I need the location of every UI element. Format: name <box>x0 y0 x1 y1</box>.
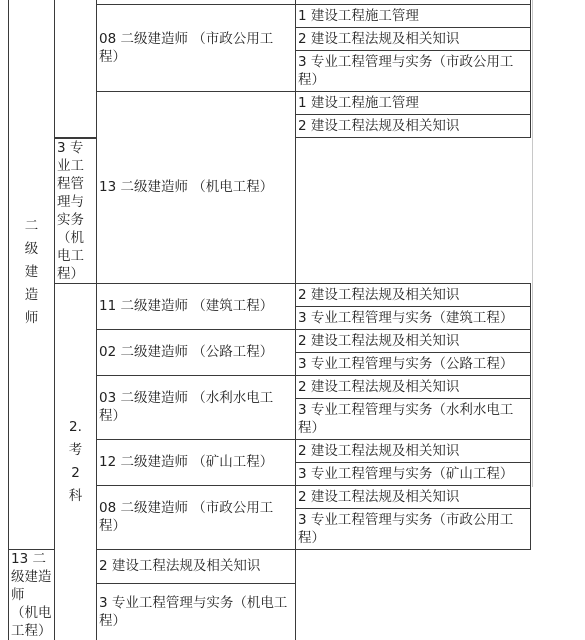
table-row <box>9 283 531 306</box>
exam-code: 02 <box>99 344 117 360</box>
subject-text: 3 专业工程管理与实务（水利水电工程） <box>298 401 514 436</box>
subject-cell <box>296 398 531 439</box>
exam-name: 二级建造师 （矿山工程） <box>120 454 274 470</box>
subcategory-cell <box>55 283 97 640</box>
subject-cell <box>296 51 531 92</box>
exam-code: 08 <box>99 500 117 516</box>
exam-code: 11 <box>99 298 117 314</box>
subject-text: 3 专业工程管理与实务（市政公用工程） <box>298 511 514 546</box>
subject-text: 2 建设工程法规及相关知识 <box>298 31 460 47</box>
exam-name: 二级建造师 （市政公用工程） <box>99 31 274 65</box>
exam-name-cell <box>97 92 296 284</box>
subject-cell <box>296 352 531 375</box>
exam-name-cell <box>97 485 296 549</box>
exam-code: 13 <box>11 550 29 567</box>
subject-cell <box>296 462 531 485</box>
subject-text: 2 建设工程法规及相关知识 <box>298 332 460 349</box>
subject-text: 1 建设工程施工管理 <box>298 8 419 24</box>
subject-text: 3 专业工程管理与实务（建筑工程） <box>298 309 514 326</box>
subject-cell <box>296 28 531 51</box>
subject-text: 2 建设工程法规及相关知识 <box>298 488 460 505</box>
exam-code: 03 <box>99 390 117 406</box>
subject-cell <box>296 306 531 329</box>
category-label: 二级建造师 <box>24 217 39 326</box>
subject-cell <box>296 115 531 138</box>
exam-name-cell <box>9 549 55 640</box>
exam-code: 13 <box>99 179 117 196</box>
subject-cell <box>296 485 531 508</box>
subject-text: 2 建设工程法规及相关知识 <box>298 118 460 134</box>
subject-text: 3 专业工程管理与实务（市政公用工程） <box>298 54 514 88</box>
subject-cell <box>296 283 531 306</box>
exam-name-cell <box>97 375 296 439</box>
exam-name: 二级建造师 （机电工程） <box>11 550 52 639</box>
subject-cell <box>296 375 531 398</box>
subject-cell <box>296 508 531 549</box>
subject-cell <box>97 549 296 584</box>
subject-text: 2 建设工程法规及相关知识 <box>99 558 261 575</box>
subcategory-cell-empty <box>55 0 97 138</box>
exam-code: 08 <box>99 31 117 47</box>
subject-cell <box>296 329 531 352</box>
exam-name-cell <box>97 5 296 92</box>
exam-name: 二级建造师 （水利水电工程） <box>99 390 274 424</box>
exam-name: 二级建造师 （机电工程） <box>120 179 274 196</box>
exam-name-cell <box>97 329 296 375</box>
exam-code: 12 <box>99 454 117 470</box>
exam-name: 二级建造师 （建筑工程） <box>120 298 274 314</box>
subject-cell <box>97 584 296 640</box>
subcategory-label: 2.考2科 <box>68 418 83 504</box>
subject-text: 2 建设工程法规及相关知识 <box>298 442 460 459</box>
subject-cell <box>296 439 531 462</box>
subject-text: 3 专业工程管理与实务（机电工程） <box>57 139 84 282</box>
subject-cell <box>55 138 97 284</box>
exam-name: 二级建造师 （市政公用工程） <box>99 500 274 534</box>
subject-text: 1 建设工程施工管理 <box>298 95 419 111</box>
exam-name-cell <box>97 283 296 329</box>
subject-text: 3 专业工程管理与实务（机电工程） <box>99 594 288 629</box>
exam-name: 二级建造师 （公路工程） <box>120 344 274 360</box>
category-cell <box>9 0 55 549</box>
subject-text: 2 建设工程法规及相关知识 <box>298 378 460 395</box>
exam-subject-table <box>8 0 531 640</box>
subject-cell <box>296 92 531 115</box>
subject-text: 3 专业工程管理与实务（公路工程） <box>298 355 514 372</box>
subject-cell <box>296 5 531 28</box>
page-edge-line <box>532 0 533 487</box>
exam-name-cell <box>97 439 296 485</box>
subject-text: 3 专业工程管理与实务（矿山工程） <box>298 465 514 482</box>
subject-text: 2 建设工程法规及相关知识 <box>298 286 460 303</box>
